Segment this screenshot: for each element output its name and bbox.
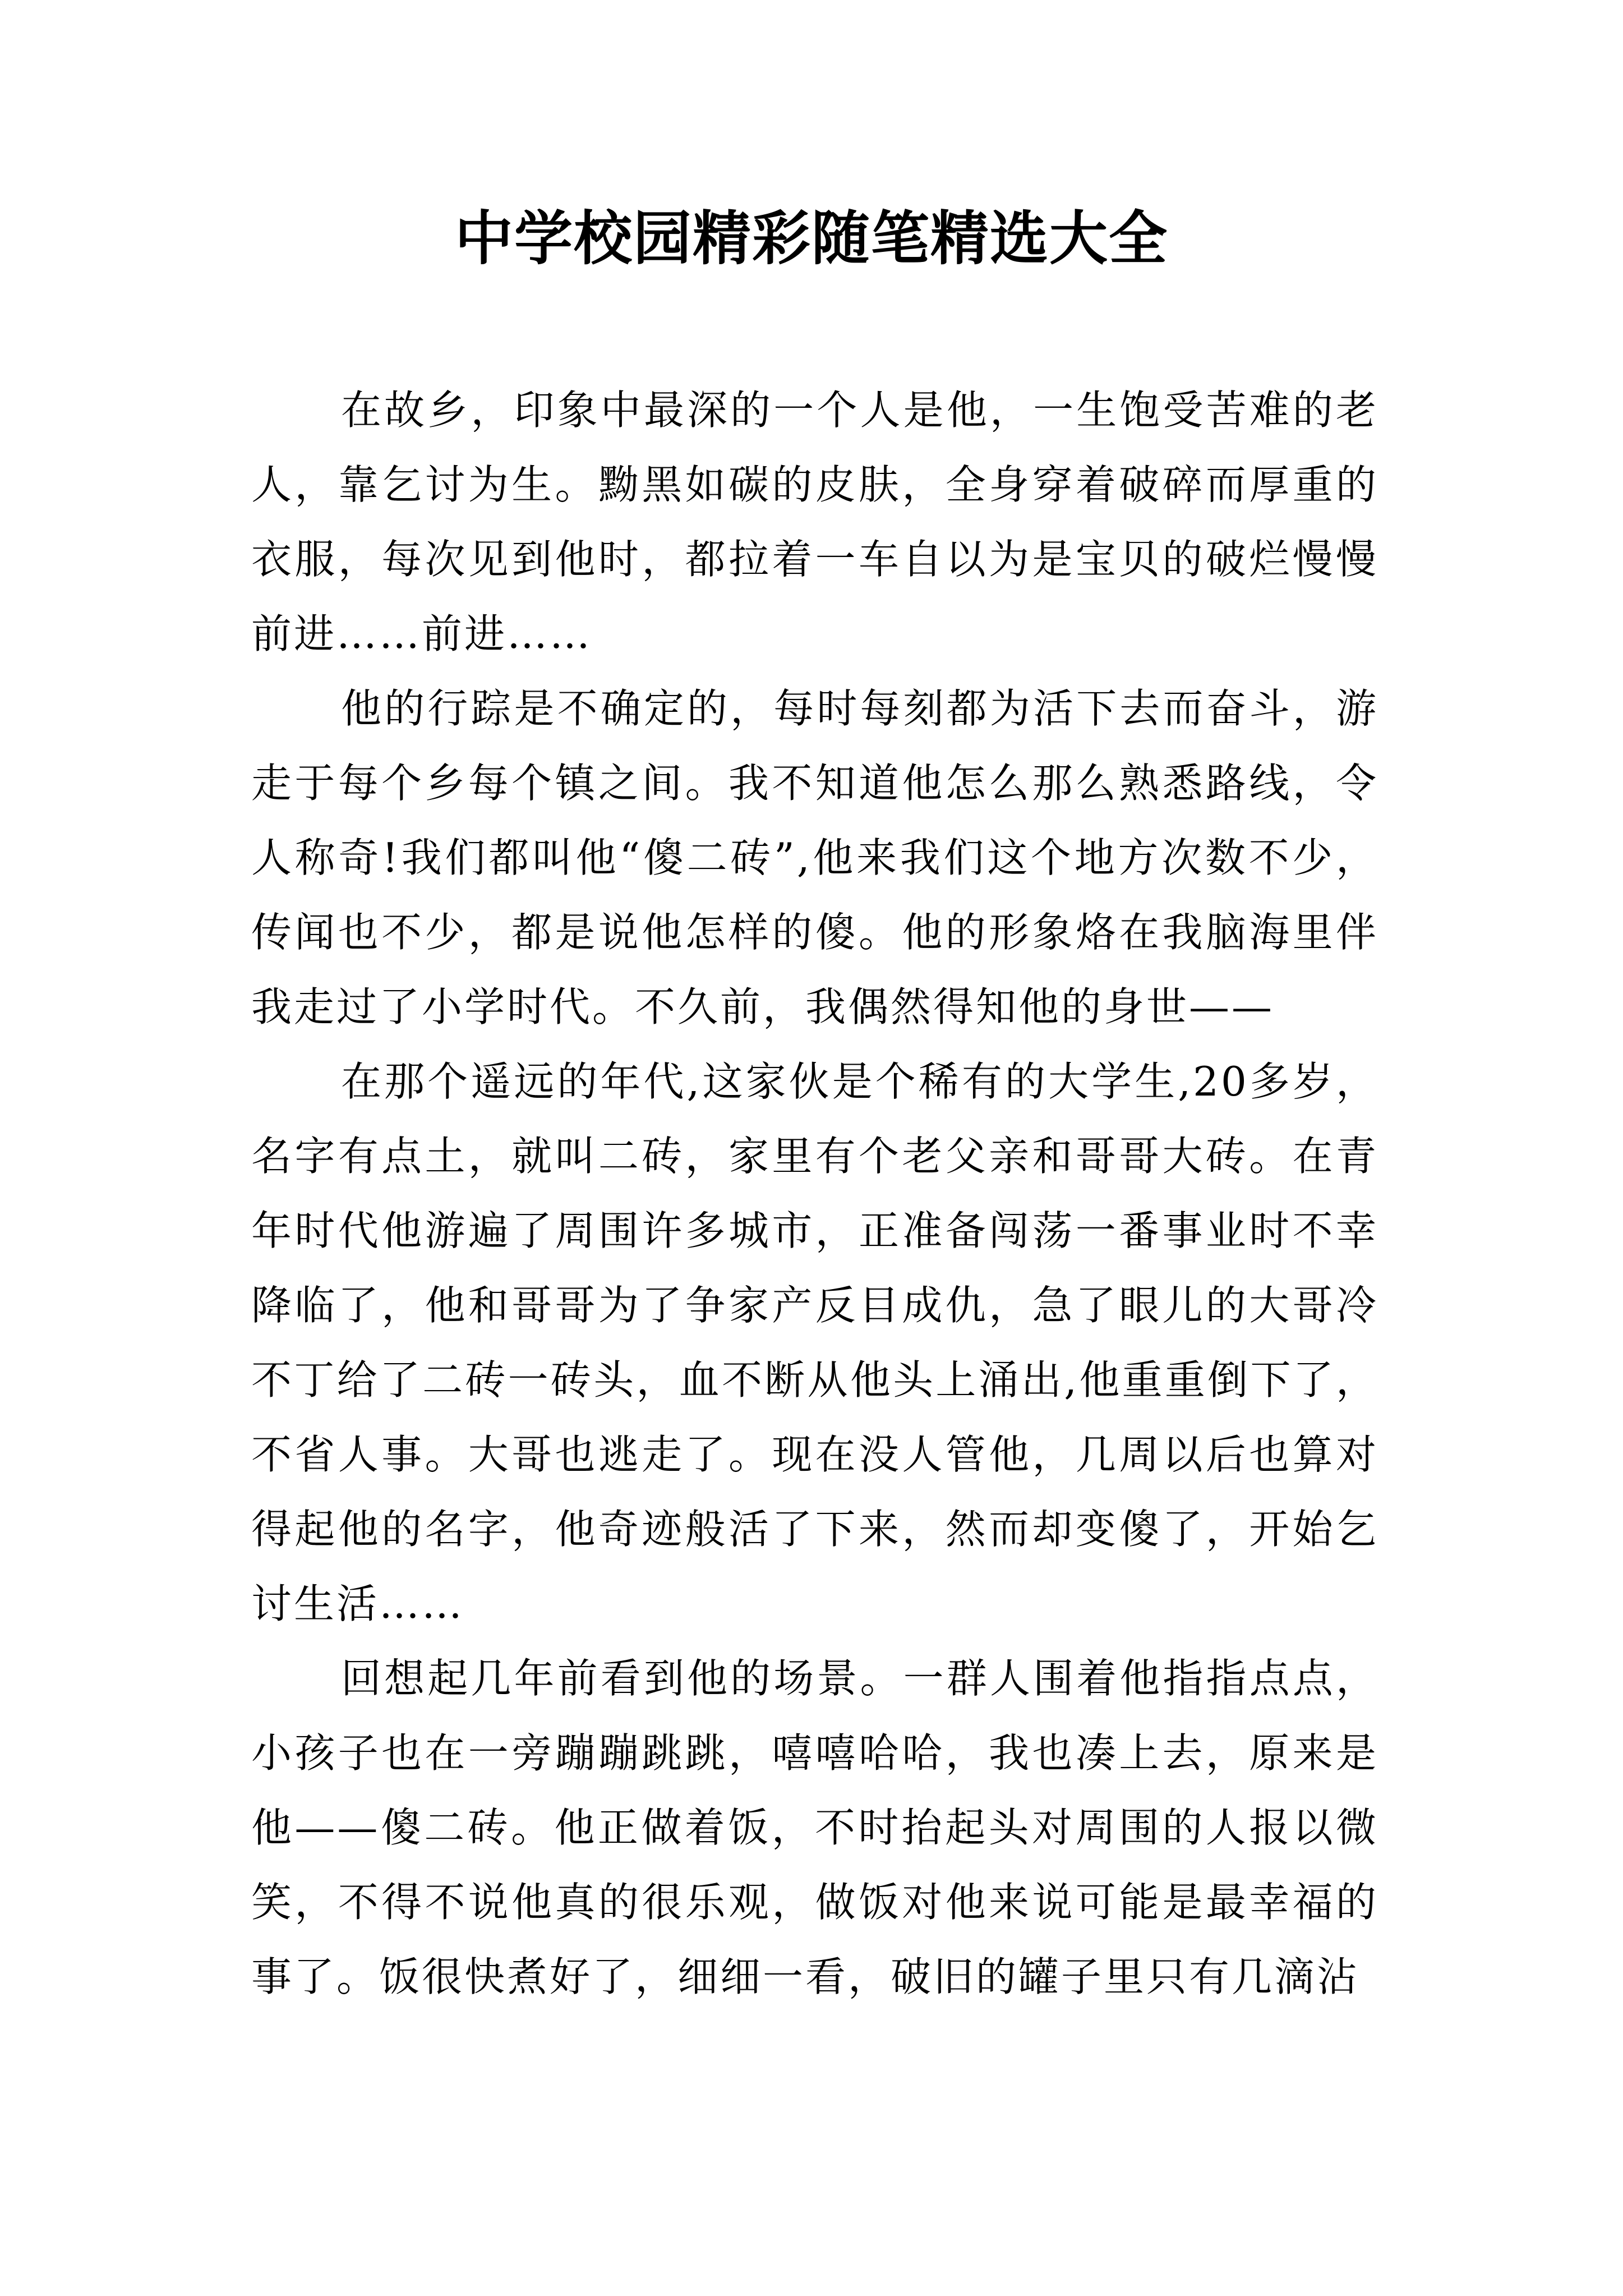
- document-body: [251, 373, 1378, 2014]
- paragraph: 他的行踪是不确定的，每时每刻都为活下去而奋斗，游走于每个乡每个镇之间。我不知道他怎么那么熟悉路线，令人称奇!我们都叫他“傻二砖”,他来我们这个地方次数不少，传闻也不少，都是说他怎样的傻。他的形象烙在我脑海里伴我走过了小学时代。不久前，我偶然得知他的身世——: [251, 685, 1378, 1030]
- paragraph: 在故乡，印象中最深的一个人是他，一生饱受苦难的老人，靠乞讨为生。黝黑如碳的皮肤，全身穿着破碎而厚重的衣服，每次见到他时，都拉着一车自以为是宝贝的破烂慢慢前进……前进……: [251, 386, 1378, 657]
- document-title: 中学校园精彩随笔精选大全: [454, 204, 1168, 273]
- paragraph: 回想起几年前看到他的场景。一群人围着他指指点点，小孩子也在一旁蹦蹦跳跳，嘻嘻哈哈，我也凑上去，原来是他——傻二砖。他正做着饭，不时抬起头对周围的人报以微笑，不得不说他真的很乐观，做饭对他来说可能是最幸福的事了。饭很快煮好了，细细一看，破旧的罐子里只有几滴沾: [251, 1655, 1378, 2000]
- paragraph: 在那个遥远的年代,这家伙是个稀有的大学生,20多岁，名字有点土，就叫二砖，家里有个老父亲和哥哥大砖。在青年时代他游遍了周围许多城市，正准备闯荡一番事业时不幸降临了，他和哥哥为了争家产反目成仇，急了眼儿的大哥冷不丁给了二砖一砖头，血不断从他头上涌出,他重重倒下了，不省人事。大哥也逃走了。现在没人管他，几周以后也算对得起他的名字，他奇迹般活了下来，然而却变傻了，开始乞讨生活……: [251, 1058, 1378, 1627]
